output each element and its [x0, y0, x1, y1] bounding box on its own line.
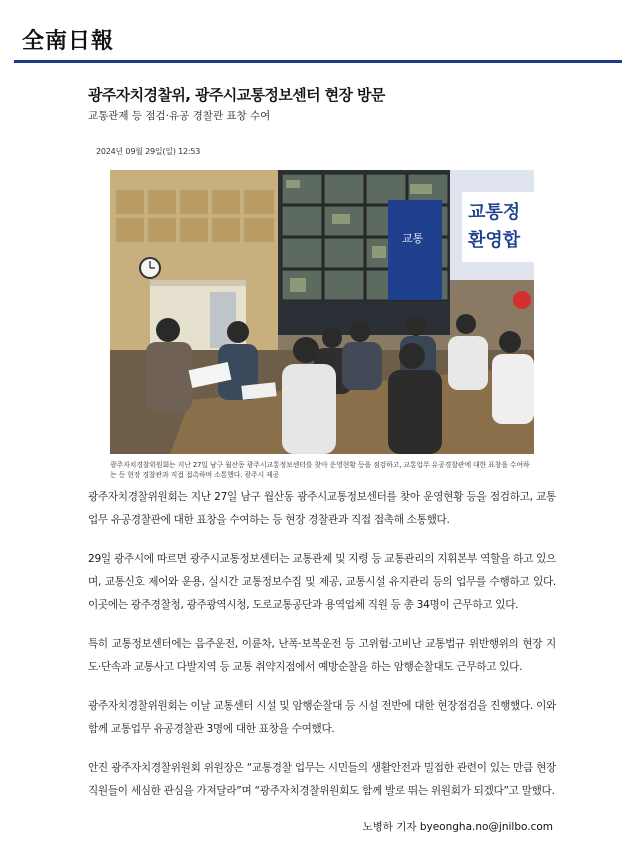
newspaper-masthead: 全南日報	[22, 28, 115, 54]
article-paragraph: 광주자치경찰위원회는 지난 27일 남구 월산동 광주시교통정보센터를 찾아 운영현황 등을 점검하고, 교통업무 유공경찰관에 대한 표창을 수여하는 등 현장 경찰관과 직접 접촉해 소통했다.	[88, 491, 556, 526]
welcome-sign-line2: 환영합	[468, 230, 521, 251]
article-subheadline: 교통관제 등 점검·유공 경찰관 표창 수여	[88, 110, 271, 122]
article-dateline: 2024년 09월 29일(일) 12:53	[96, 147, 201, 156]
masthead-divider	[14, 60, 622, 63]
article-byline: 노병하 기자 byeongha.no@jnilbo.com	[362, 821, 553, 833]
article-paragraph: 광주자치경찰위원회는 이날 교통센터 시설 및 암행순찰대 등 시설 전반에 대한 현장점검을 진행했다. 이와 함께 교통업무 유공경찰관 3명에 대한 표창을 수여했다.	[88, 700, 556, 735]
photo-caption: 광주자치경찰위원회는 지난 27일 남구 월산동 광주시교통정보센터를 찾아 운영현황 등을 점검하고, 교통업무 유공경찰관에 대한 표창을 수여하는 등 현장 경찰관과 직접 접촉하며 소통했다. 광주시 제공	[110, 461, 530, 479]
welcome-sign-line1: 교통정	[468, 202, 521, 223]
article-paragraph: 특히 교통정보센터에는 음주운전, 이륜차, 난폭·보복운전 등 고위험·고비난 교통법규 위반행위의 현장 지도·단속과 교통사고 다발지역 등 교통 취약지점에서 예방순찰을 하는 암행순찰대도 근무하고 있다.	[88, 638, 556, 673]
meeting-room-illustration	[110, 170, 534, 454]
article-photo	[110, 170, 534, 454]
article-headline: 광주자치경찰위, 광주시교통정보센터 현장 방문	[88, 86, 385, 104]
article-paragraph: 29일 광주시에 따르면 광주시교통정보센터는 교통관제 및 지령 등 교통관리의 지휘본부 역할을 하고 있으며, 교통신호 제어와 운용, 실시간 교통정보수집 및 제공, 교통시설 유지관리 등의 업무를 수행하고 있다. 이곳에는 광주경찰청, 광주광역시청, 도로교통공단과 용역업체 직원 등 총 34명이 근무하고 있다.	[88, 553, 556, 611]
article-paragraph: 안진 광주자치경찰위원회 위원장은 “교통경찰 업무는 시민들의 생활안전과 밀접한 관련이 있는 만큼 현장 직원들이 세심한 관심을 가져달라”며 “광주자치경찰위원회도 함께 발로 뛰는 위원회가 되겠다”고 말했다.	[88, 762, 556, 797]
article-body	[88, 486, 556, 819]
panel-text: 교통	[402, 232, 424, 245]
